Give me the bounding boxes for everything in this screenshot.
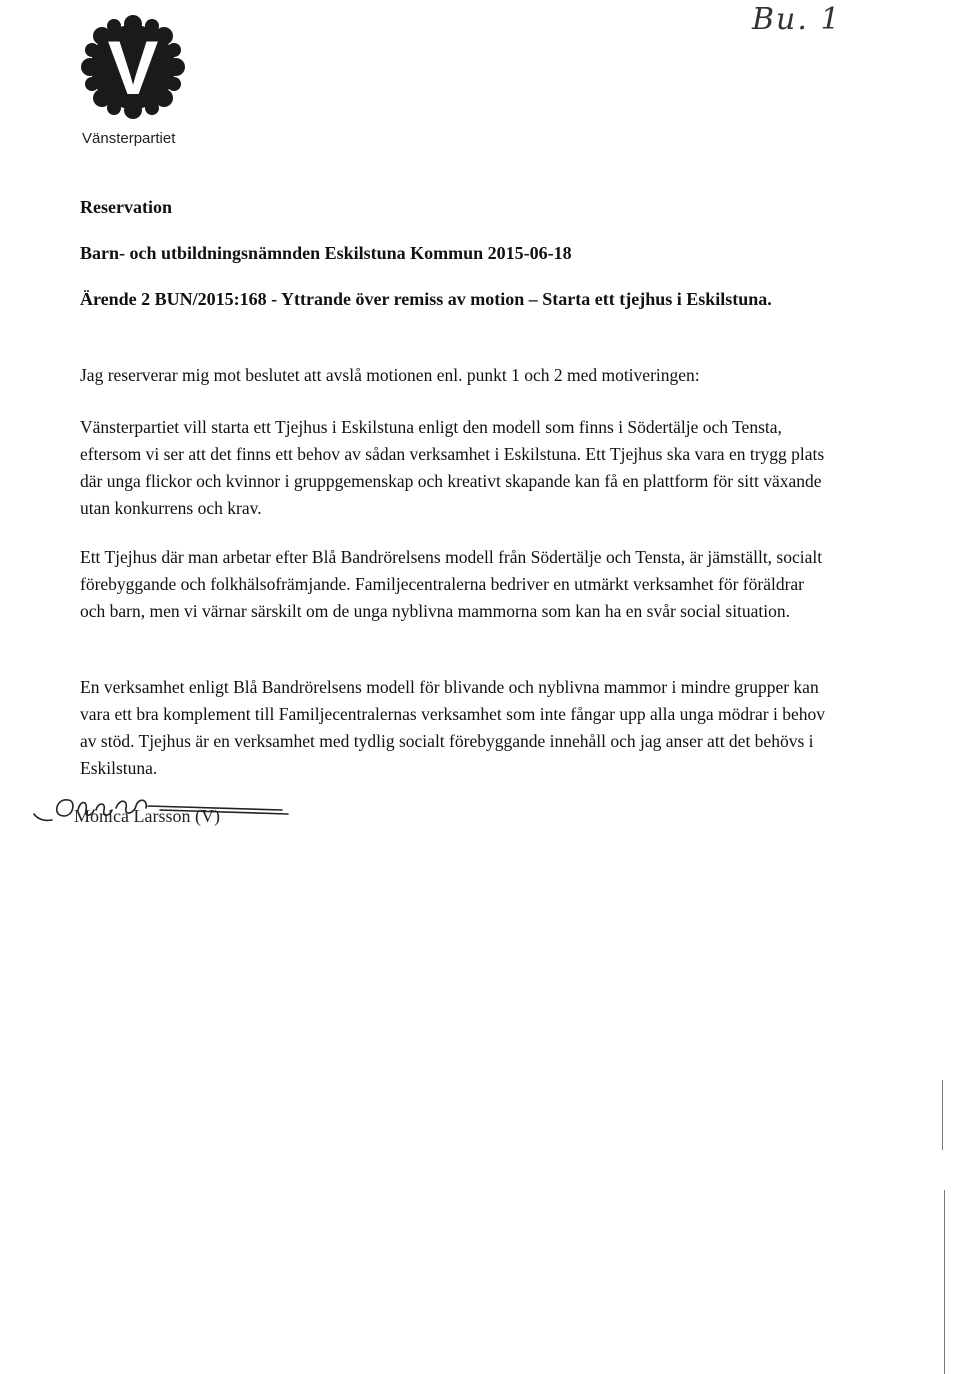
logo-letter: V: [107, 26, 159, 111]
scan-edge-line: [944, 1190, 945, 1374]
handwritten-page-mark: Bu. 1: [752, 2, 842, 37]
party-name: Vänsterpartiet: [82, 130, 176, 147]
body-paragraph-2: Ett Tjejhus där man arbetar efter Blå Bandrörelsens modell från Södertälje och Tensta, är jämställt, socialt förebyggande och folkhälsofrämjande. Familjecentralerna bedriver en utmärkt verksamhet för föräldrar och barn, men vi värnar särskilt om de unga nyblivna mammorna som kan ha en svår social situation.: [80, 547, 823, 621]
intro-paragraph: Jag reserverar mig mot beslutet att avslå motionen enl. punkt 1 och 2 med motiveringen:: [80, 365, 700, 385]
committee-heading: Barn- och utbildningsnämnden Eskilstuna Kommun 2015-06-18: [80, 243, 572, 263]
body-paragraph-1: Vänsterpartiet vill starta ett Tjejhus i Eskilstuna enligt den modell som finns i Södertälje och Tensta, eftersom vi ser att det finns ett behov av sådan verksamhet i Eskilstuna. Ett Tjejhus ska vara en trygg plats där unga flickor och kvinnor i gruppgemenskap och kreativt skapande kan få en plattform för sitt växande utan konkurrens och krav.: [80, 417, 825, 518]
body-paragraph-3: En verksamhet enligt Blå Bandrörelsens modell för blivande och nyblivna mammor i mindre grupper kan vara ett bra komplement till Familjecentralernas verksamhet som inte fångar upp alla unga mödrar i behov av stöd. Tjejhus är en verksamhet med tydlig socialt förebyggande innehåll och jag anser att det behövs i Eskilstuna.: [80, 677, 825, 778]
party-logo: [78, 12, 188, 122]
scan-edge-line: [942, 1080, 943, 1150]
matter-heading: Ärende 2 BUN/2015:168 - Yttrande över remiss av motion – Starta ett tjejhus i Eskilstuna.: [80, 289, 772, 309]
signer-name: Monica Larsson (V): [74, 806, 220, 826]
document-title: Reservation: [80, 197, 172, 217]
